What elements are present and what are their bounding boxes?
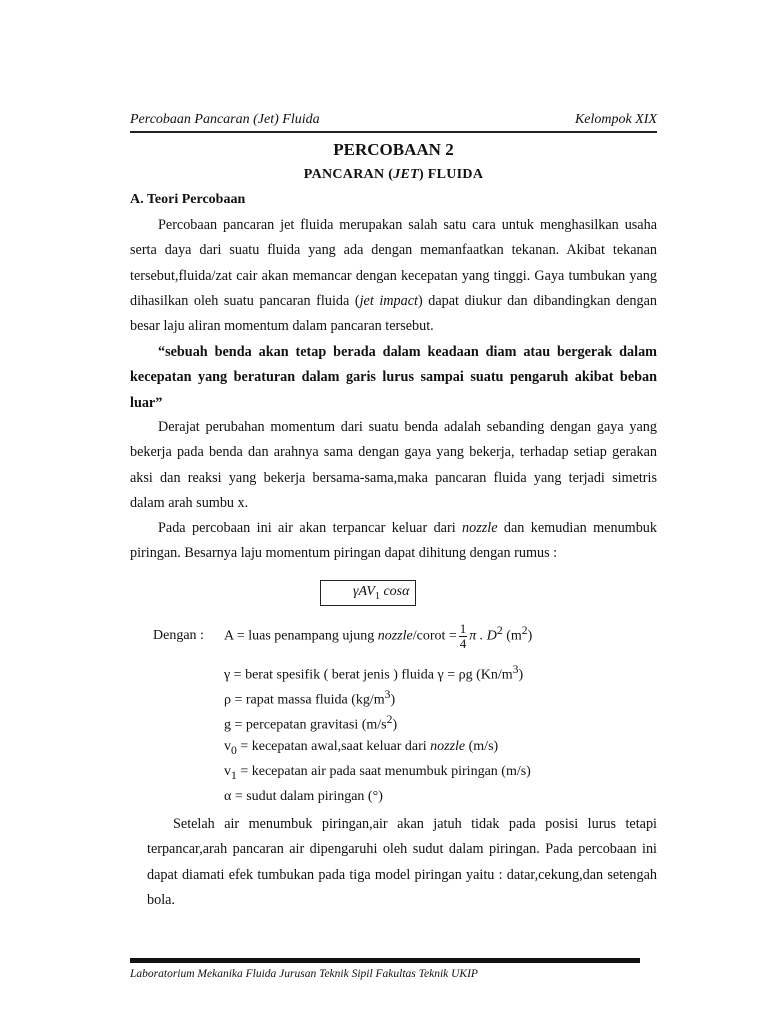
page-title: PERCOBAAN 2 [333,140,454,159]
definition-v0: $v_0$ = kecepatan awal,saat keluar dari nozzle (m/s) [224,739,499,757]
page-footer: Laboratorium Mekanika Fluida Jurusan Teknik Sipil Fakultas Teknik UKIP [130,968,478,980]
paragraph-2: Derajat perubahan momentum dari suatu benda adalah sebanding dengan gaya yang bekerja pada benda dan arahnya sama dengan gaya yang bekerja, terhadap setiap gerakan aksi dan reaksi yang bekerja bersama-sama,maka pancaran fluida yang terjadi simetris dalam arah sumbu x. [130,419,657,511]
definition-g: g = percepatan gravitasi $(m/s^2)$ [224,713,398,733]
page-subtitle: PANCARAN (JET) FLUIDA [303,167,484,182]
formula-box: γAV$_1$ cosα [320,580,416,606]
paragraph-1: Percobaan pancaran jet fluida merupakan salah satu cara untuk menghasilkan usaha serta daya dari suatu fluida yang ada dengan memanfaatkan tekanan. Akibat tekanan tersebut,fluida/zat cair akan memancar dengan kecepatan yang tinggi. Gaya tumbukan yang dihasilkan oleh suatu pancaran fluida (jet impact) dapat diukur dan dibandingkan dengan besar laju aliran momentum dalam pancaran tersebut. [130,217,658,335]
definition-v1: $v_1$ = kecepatan air pada saat menumbuk piringan (m/s) [224,764,531,782]
quote-paragraph: “sebuah benda akan tetap berada dalam keadaan diam atau bergerak dalam kecepatan yang beraturan dalam garis lurus sampai suatu pengaruh akibat beban luar” [130,344,657,411]
paragraph-4: Setelah air menumbuk piringan,air akan jatuh tidak pada posisi lurus tetapi terpancar,arah pancaran air dipengaruhi oleh sudut dalam piringan. Pada percobaan ini dapat diamati efek tumbukan pada tiga model piringan yaitu : datar,cekung,dan setengah bola. [147,816,657,908]
section-heading: A. Teori Percobaan [130,192,246,207]
definition-alpha: α = sudut dalam piringan (°) [224,789,383,804]
definition-area: A = luas penampang ujung nozzle/corot = $\frac{1}{4}$ π . $D^2$ $(m^2)$ [224,621,533,651]
header-left: Percobaan Pancaran (Jet) Fluida [130,112,320,127]
footer-rule [130,958,640,963]
definition-gamma: γ = berat spesifik ( berat jenis ) fluida γ = ρg $(Kn/m^3)$ [224,663,524,683]
header-rule [130,131,657,133]
definition-rho: ρ = rapat massa fluida $(kg/m^3)$ [224,688,396,708]
definitions-label: Dengan : [153,628,204,643]
paragraph-3: Pada percobaan ini air akan terpancar keluar dari nozzle dan kemudian menumbuk piringan. Besarnya laju momentum piringan dapat dihitung dengan rumus : [130,520,657,562]
header-right: Kelompok XIX [574,112,657,127]
